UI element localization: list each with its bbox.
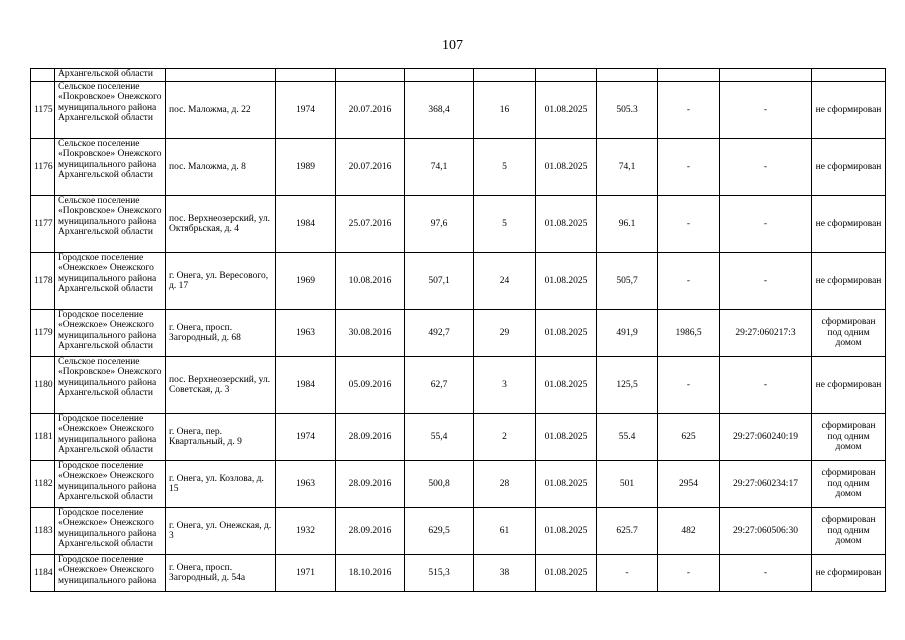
date-cell: 25.07.2016 — [336, 196, 405, 253]
area-cell: 507,1 — [405, 253, 474, 310]
cadastral-number-cell: 29:27:060240:19 — [720, 414, 812, 461]
deadline-cell: 01.08.2025 — [536, 196, 597, 253]
housing-registry-table — [30, 68, 886, 592]
year-cell: 1984 — [276, 357, 336, 414]
status-cell: не сформирован — [812, 357, 886, 414]
row-number-cell: 1175 — [31, 82, 55, 139]
residents-cell: 29 — [474, 310, 536, 357]
owner-cell: Сельское поселение «Покровское» Онежского муниципального района Архангельской области — [55, 82, 166, 139]
land-area-cell: 1986,5 — [658, 310, 720, 357]
area-cell: 368,4 — [405, 82, 474, 139]
row-number-cell: 1176 — [31, 139, 55, 196]
address-cell: г. Онега, пер. Квартальный, д. 9 — [166, 414, 276, 461]
area-cell: 97,6 — [405, 196, 474, 253]
year-cell: 1971 — [276, 555, 336, 592]
owner-cell: Городское поселение «Онежское» Онежского муниципального района Архангельской области — [55, 461, 166, 508]
status-cell: не сформирован — [812, 555, 886, 592]
table-row — [31, 357, 886, 414]
date-cell: 05.09.2016 — [336, 357, 405, 414]
residents-cell: 61 — [474, 508, 536, 555]
table-row — [31, 461, 886, 508]
date-cell: 20.07.2016 — [336, 82, 405, 139]
area-cell: 125,5 — [597, 357, 658, 414]
table-row — [31, 555, 886, 592]
owner-cell: Городское поселение «Онежское» Онежского муниципального района Архангельской области — [55, 253, 166, 310]
year-cell: 1974 — [276, 414, 336, 461]
year-cell: 1989 — [276, 139, 336, 196]
owner-cell: Городское поселение «Онежское» Онежского муниципального района Архангельской области — [55, 508, 166, 555]
deadline-cell: 01.08.2025 — [536, 508, 597, 555]
residents-cell: 28 — [474, 461, 536, 508]
deadline-cell: 01.08.2025 — [536, 139, 597, 196]
area-cell: 625.7 — [597, 508, 658, 555]
area-cell: 492,7 — [405, 310, 474, 357]
row-number-cell: 1180 — [31, 357, 55, 414]
deadline-cell: 01.08.2025 — [536, 461, 597, 508]
row-number-cell: 1179 — [31, 310, 55, 357]
area-cell: 55,4 — [405, 414, 474, 461]
area-cell: 55.4 — [597, 414, 658, 461]
land-area-cell: 2954 — [658, 461, 720, 508]
year-cell: 1984 — [276, 196, 336, 253]
status-cell: не сформирован — [812, 82, 886, 139]
residents-cell: 5 — [474, 139, 536, 196]
owner-cell: Городское поселение «Онежское» Онежского муниципального района Архангельской области — [55, 310, 166, 357]
table-row — [31, 196, 886, 253]
address-cell: г. Онега, просп. Загородный, д. 68 — [166, 310, 276, 357]
land-area-cell: - — [658, 253, 720, 310]
land-area-cell: - — [658, 139, 720, 196]
table-row — [31, 508, 886, 555]
land-area-cell: - — [658, 82, 720, 139]
date-cell: 20.07.2016 — [336, 139, 405, 196]
deadline-cell: 01.08.2025 — [536, 414, 597, 461]
cadastral-number-cell: - — [720, 196, 812, 253]
year-cell: 1963 — [276, 310, 336, 357]
row-number-cell: 1178 — [31, 253, 55, 310]
cadastral-number-cell: - — [720, 555, 812, 592]
table-row — [31, 253, 886, 310]
area-cell: 505,7 — [597, 253, 658, 310]
date-cell: 28.09.2016 — [336, 508, 405, 555]
land-area-cell: 482 — [658, 508, 720, 555]
address-cell: пос. Маложма, д. 22 — [166, 82, 276, 139]
owner-cell: Городское поселение «Онежское» Онежского муниципального района Архангельской области — [55, 414, 166, 461]
cadastral-number-cell: 29:27:060234:17 — [720, 461, 812, 508]
deadline-cell: 01.08.2025 — [536, 357, 597, 414]
row-number-cell: 1183 — [31, 508, 55, 555]
year-cell: 1963 — [276, 461, 336, 508]
row-number-cell: 1177 — [31, 196, 55, 253]
area-cell: 501 — [597, 461, 658, 508]
cadastral-number-cell: - — [720, 82, 812, 139]
status-cell: не сформирован — [812, 139, 886, 196]
table-row — [31, 82, 886, 139]
area-cell: 96.1 — [597, 196, 658, 253]
year-cell: 1969 — [276, 253, 336, 310]
year-cell: 1974 — [276, 82, 336, 139]
address-cell: пос. Верхнеозерский, ул. Советская, д. 3 — [166, 357, 276, 414]
date-cell: 10.08.2016 — [336, 253, 405, 310]
page-number: 107 — [442, 38, 463, 53]
residents-cell: 24 — [474, 253, 536, 310]
date-cell: 28.09.2016 — [336, 414, 405, 461]
table-row — [31, 310, 886, 357]
date-cell: 28.09.2016 — [336, 461, 405, 508]
status-cell: не сформирован — [812, 196, 886, 253]
status-cell: сформирован под одним домом — [812, 414, 886, 461]
residents-cell: 16 — [474, 82, 536, 139]
area-cell: 74,1 — [405, 139, 474, 196]
row-number-cell: 1182 — [31, 461, 55, 508]
table-row-continued — [31, 69, 886, 82]
year-cell: 1932 — [276, 508, 336, 555]
area-cell: 505.3 — [597, 82, 658, 139]
area-cell: 62,7 — [405, 357, 474, 414]
area-cell: 629,5 — [405, 508, 474, 555]
address-cell: г. Онега, ул. Вересового, д. 17 — [166, 253, 276, 310]
address-cell: г. Онега, ул. Онежская, д. 3 — [166, 508, 276, 555]
owner-cell: Сельское поселение «Покровское» Онежского муниципального района Архангельской области — [55, 357, 166, 414]
owner-cell: Сельское поселение «Покровское» Онежского муниципального района Архангельской области — [55, 139, 166, 196]
area-cell: 491,9 — [597, 310, 658, 357]
residents-cell: 3 — [474, 357, 536, 414]
deadline-cell: 01.08.2025 — [536, 253, 597, 310]
owner-cell: Архангельской области — [55, 69, 166, 82]
area-cell: 74,1 — [597, 139, 658, 196]
land-area-cell: - — [658, 555, 720, 592]
status-cell: не сформирован — [812, 253, 886, 310]
cadastral-number-cell: - — [720, 357, 812, 414]
status-cell: сформирован под одним домом — [812, 508, 886, 555]
residents-cell: 38 — [474, 555, 536, 592]
cadastral-number-cell: - — [720, 139, 812, 196]
land-area-cell: - — [658, 196, 720, 253]
deadline-cell: 01.08.2025 — [536, 555, 597, 592]
area-cell: - — [597, 555, 658, 592]
address-cell: пос. Верхнеозерский, ул. Октябрьская, д. 4 — [166, 196, 276, 253]
deadline-cell: 01.08.2025 — [536, 310, 597, 357]
row-number-cell: 1184 — [31, 555, 55, 592]
address-cell: г. Онега, ул. Козлова, д. 15 — [166, 461, 276, 508]
cadastral-number-cell: 29:27:060217:3 — [720, 310, 812, 357]
date-cell: 30.08.2016 — [336, 310, 405, 357]
address-cell: г. Онега, просп. Загородный, д. 54а — [166, 555, 276, 592]
status-cell: сформирован под одним домом — [812, 461, 886, 508]
land-area-cell: - — [658, 357, 720, 414]
residents-cell: 5 — [474, 196, 536, 253]
table-row — [31, 414, 886, 461]
table-row — [31, 139, 886, 196]
residents-cell: 2 — [474, 414, 536, 461]
date-cell: 18.10.2016 — [336, 555, 405, 592]
row-number-cell: 1181 — [31, 414, 55, 461]
cadastral-number-cell: 29:27:060506:30 — [720, 508, 812, 555]
area-cell: 515,3 — [405, 555, 474, 592]
owner-cell: Городское поселение «Онежское» Онежского муниципального района — [55, 555, 166, 592]
address-cell: пос. Маложма, д. 8 — [166, 139, 276, 196]
area-cell: 500,8 — [405, 461, 474, 508]
cadastral-number-cell: - — [720, 253, 812, 310]
owner-cell: Сельское поселение «Покровское» Онежского муниципального района Архангельской области — [55, 196, 166, 253]
land-area-cell: 625 — [658, 414, 720, 461]
deadline-cell: 01.08.2025 — [536, 82, 597, 139]
status-cell: сформирован под одним домом — [812, 310, 886, 357]
